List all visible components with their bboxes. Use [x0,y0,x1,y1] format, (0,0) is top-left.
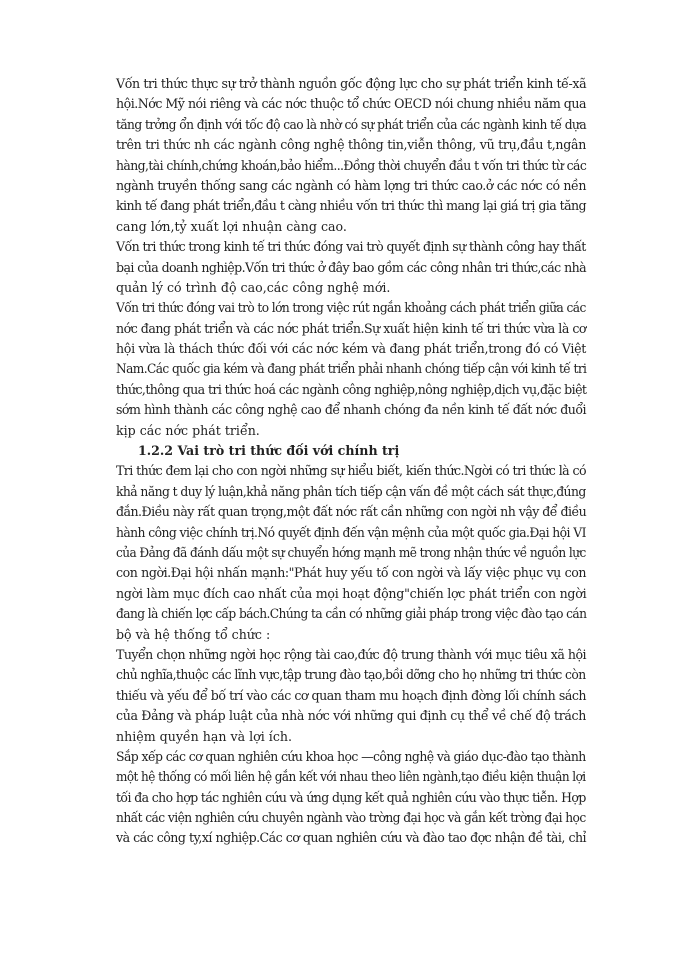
text-line: ngời làm mục đích cao nhất của mọi hoạt động"chiến lợc phát triển con ngời [116,585,587,601]
text-line: Tuyển chọn những ngời học rộng tài cao,đức độ trung thành với mục tiêu xã hội [116,646,586,662]
text-line: kinh tế đang phát triển,đầu t càng nhiều vốn tri thức thì mang lại giá trị gia tăng [116,198,586,214]
text-line: nớc đang phát triển và các nớc phát triển.Sự xuất hiện kinh tế tri thức vừa là cơ [116,320,586,336]
text-line: quản lý có trình độ cao,các công nghệ mới. [116,279,391,295]
text-line: thức,thông qua tri thức hoá các ngành công nghiệp,nông nghiệp,dịch vụ,đặc biệt [116,381,587,397]
text-line: đang là chiến lợc cấp bách.Chúng ta cần có những giải pháp trong việc đào tạo cán [116,606,587,622]
section-heading: 1.2.2 Vai trò tri thức đối với chính trị [138,443,400,459]
text-line: ngành truyền thống sang các ngành có hàm lợng tri thức cao.ở các nớc có nền [116,177,586,193]
text-line: hàng,tài chính,chứng khoán,bảo hiểm...Đồng thời chuyển đầu t vốn tri thức từ các [116,157,587,173]
text-line: bộ và hệ thống tổ chức : [116,626,271,642]
text-line: hội.Nớc Mỹ nói riêng và các nớc thuộc tổ chức OECD nói chung nhiều năm qua [116,96,586,112]
document-page [116,74,586,849]
text-line: con ngời.Đại hội nhấn mạnh:"Phát huy yếu tố con ngời và lấy việc phục vụ con [116,565,586,581]
paragraph-knowledge-capital-gap [116,298,586,441]
text-line: bại của doanh nghiệp.Vốn tri thức ở đây bao gồm các công nhân tri thức,các nhà [116,259,586,275]
text-line: thiếu và yếu để bố trí vào các cơ quan tham mu hoạch định đờng lối chính sách [116,687,586,703]
paragraph-knowledge-capital-business [116,237,586,298]
paragraph-knowledge-politics [116,461,586,645]
text-line: một hệ thống có mối liên hệ gắn kết với nhau theo liên ngành,tạo điều kiện thuận lợi [116,769,586,785]
text-line: Vốn tri thức đóng vai trò to lớn trong việc rút ngắn khoảng cách phát triển giữa các [116,300,586,316]
text-line: hội vừa là thách thức đối với các nớc kém và đang phát triển,trong đó có Việt [116,341,586,357]
text-line: Nam.Các quốc gia kém và đang phát triển phải nhanh chóng tiếp cận với kinh tế tri [116,361,587,377]
text-line: chủ nghĩa,thuộc các lĩnh vực,tập trung đào tạo,bồi dỡng cho họ những tri thức còn [116,667,586,683]
text-line: của Đảng và pháp luật của nhà nớc với những qui định cụ thể về chế độ trách [116,708,586,724]
text-line: Sắp xếp các cơ quan nghiên cứu khoa học —công nghệ và giáo dục-đào tạo thành [116,748,586,764]
text-line: đắn.Điều này rất quan trọng,một đất nớc rất cần những con ngời nh vậy để điều [116,504,587,520]
text-line: và các công ty,xí nghiệp.Các cơ quan nghiên cứu và đào tao đợc nhận đề tài, chỉ [116,830,586,846]
text-line: nhất các viện nghiên cứu chuyên ngành vào trờng đại học và gắn kết trờng đại học [116,810,586,826]
text-line: của Đảng đã đánh dấu một sự chuyển hớng mạnh mẽ trong nhận thức về nguồn lực [116,544,586,560]
text-line: kịp các nớc phát triển. [116,422,260,438]
text-line: khả năng t duy lý luận,khả năng phân tích tiếp cận vấn đề một cách sát thực,đúng [116,483,586,499]
text-line: Tri thức đem lại cho con ngời những sự hiểu biết, kiến thức.Ngời có tri thức là có [116,463,586,479]
paragraph-research-organization [116,747,586,849]
paragraph-selection [116,645,586,747]
text-line: cang lớn,tỷ xuất lợi nhuận càng cao. [116,218,347,234]
text-line: Vốn tri thức thực sự trở thành nguồn gốc động lực cho sự phát triển kinh tế-xã [116,76,587,91]
text-line: tối đa cho hợp tác nghiên cứu và ứng dụng kết quả nghiên cứu vào thực tiễn. Hợp [116,789,586,805]
text-line: sớm hình thành các công nghệ cao để nhanh chóng đa nền kinh tế đất nớc đuổi [116,402,586,418]
paragraph-knowledge-capital-growth [116,74,586,237]
text-line: hành công việc chính trị.Nó quyết định đến vận mệnh của một quốc gia.Đại hội VI [116,524,586,540]
text-line: trên tri thức nh các ngành công nghệ thông tin,viễn thông, vũ trụ,đầu t,ngân [116,137,586,153]
text-line: Vốn tri thức trong kinh tế tri thức đóng vai trò quyết định sự thành công hay thất [116,239,586,255]
text-line: nhiệm quyền hạn và lợi ích. [116,728,292,744]
text-line: tăng trởng ổn định với tốc độ cao là nhờ có sự phát triển của các ngành kinh tế dựa [116,116,587,132]
